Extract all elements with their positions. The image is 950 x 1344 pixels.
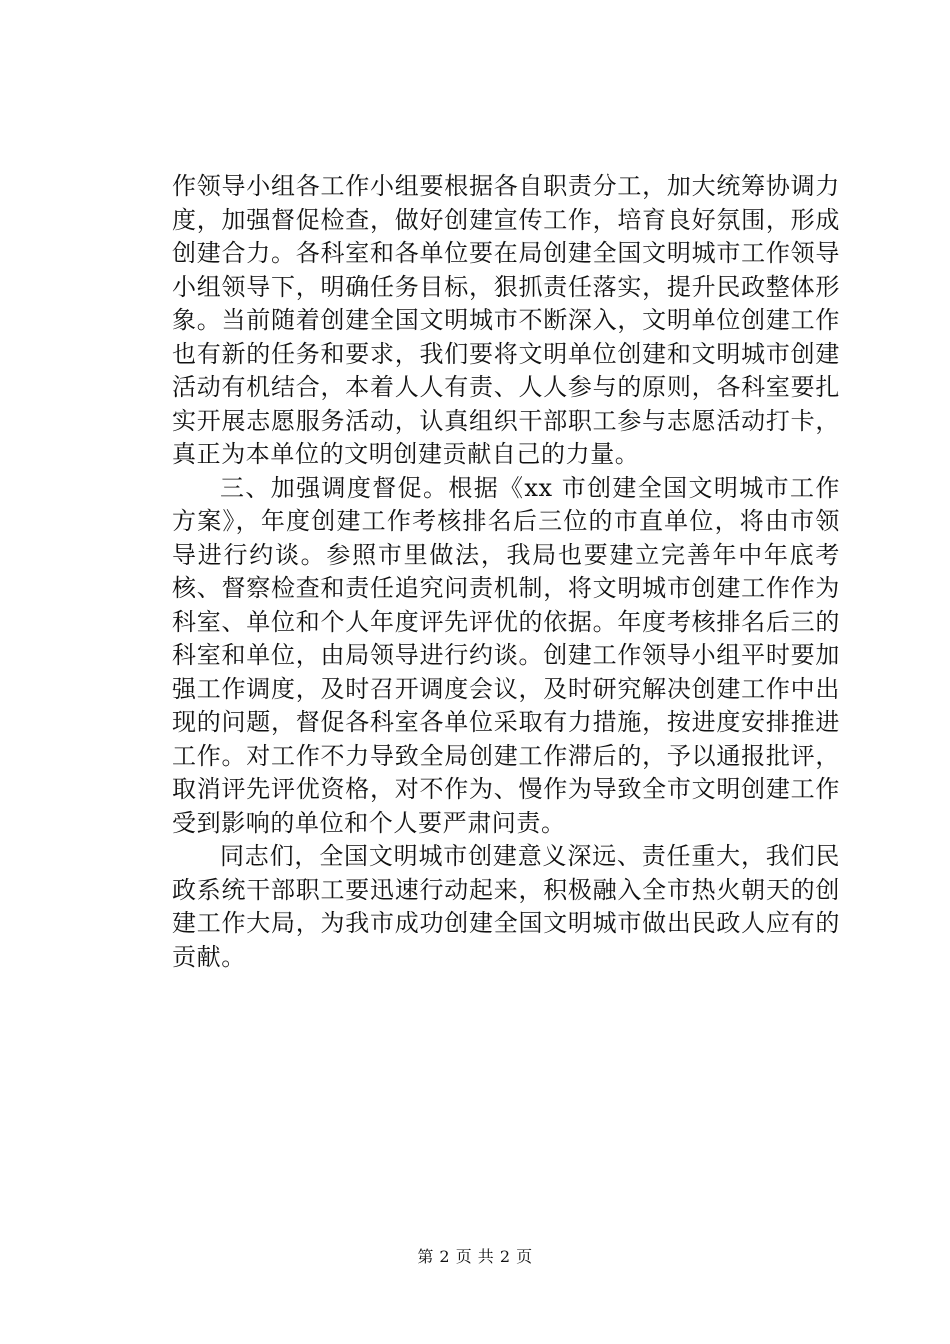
paragraph-closing: 同志们，全国文明城市创建意义深远、责任重大，我们民政系统干部职工要迅速行动起来，积极融入全市热火朝天的创建工作大局，为我市成功创建全国文明城市做出民政人应有的贡献。 [172,842,840,971]
page-number-footer: 第 2 页 共 2 页 [417,1247,533,1266]
paragraph-section-three: 三、加强调度督促。根据《xx 市创建全国文明城市工作方案》，年度创建工作考核排名后三位的市直单位，将由市领导进行约谈。参照市里做法，我局也要建立完善年中年底考核、督察检查和责任追究问责机制，将文明城市创建工作作为科室、单位和个人年度评先评优的依据。年度考核排名后三的科室和单位，由局领导进行约谈。创建工作领导小组平时要加强工作调度，及时召开调度会议，及时研究解决创建工作中出现的问题，督促各科室各单位采取有力措施，按进度安排推进工作。对工作不力导致全局创建工作滞后的，予以通报批评，取消评先评优资格，对不作为、慢作为导致全市文明创建工作受到影响的单位和个人要严肃问责。 [172,473,840,837]
paragraph-continuation: 作领导小组各工作小组要根据各自职责分工，加大统筹协调力度，加强督促检查，做好创建宣传工作，培育良好氛围，形成创建合力。各科室和各单位要在局创建全国文明城市工作领导小组领导下，明确任务目标，狠抓责任落实，提升民政整体形象。当前随着创建全国文明城市不断深入，文明单位创建工作也有新的任务和要求，我们要将文明单位创建和文明城市创建活动有机结合，本着人人有责、人人参与的原则，各科室要扎实开展志愿服务活动，认真组织干部职工参与志愿活动打卡，真正为本单位的文明创建贡献自己的力量。 [172,172,840,468]
document-body [172,170,840,974]
